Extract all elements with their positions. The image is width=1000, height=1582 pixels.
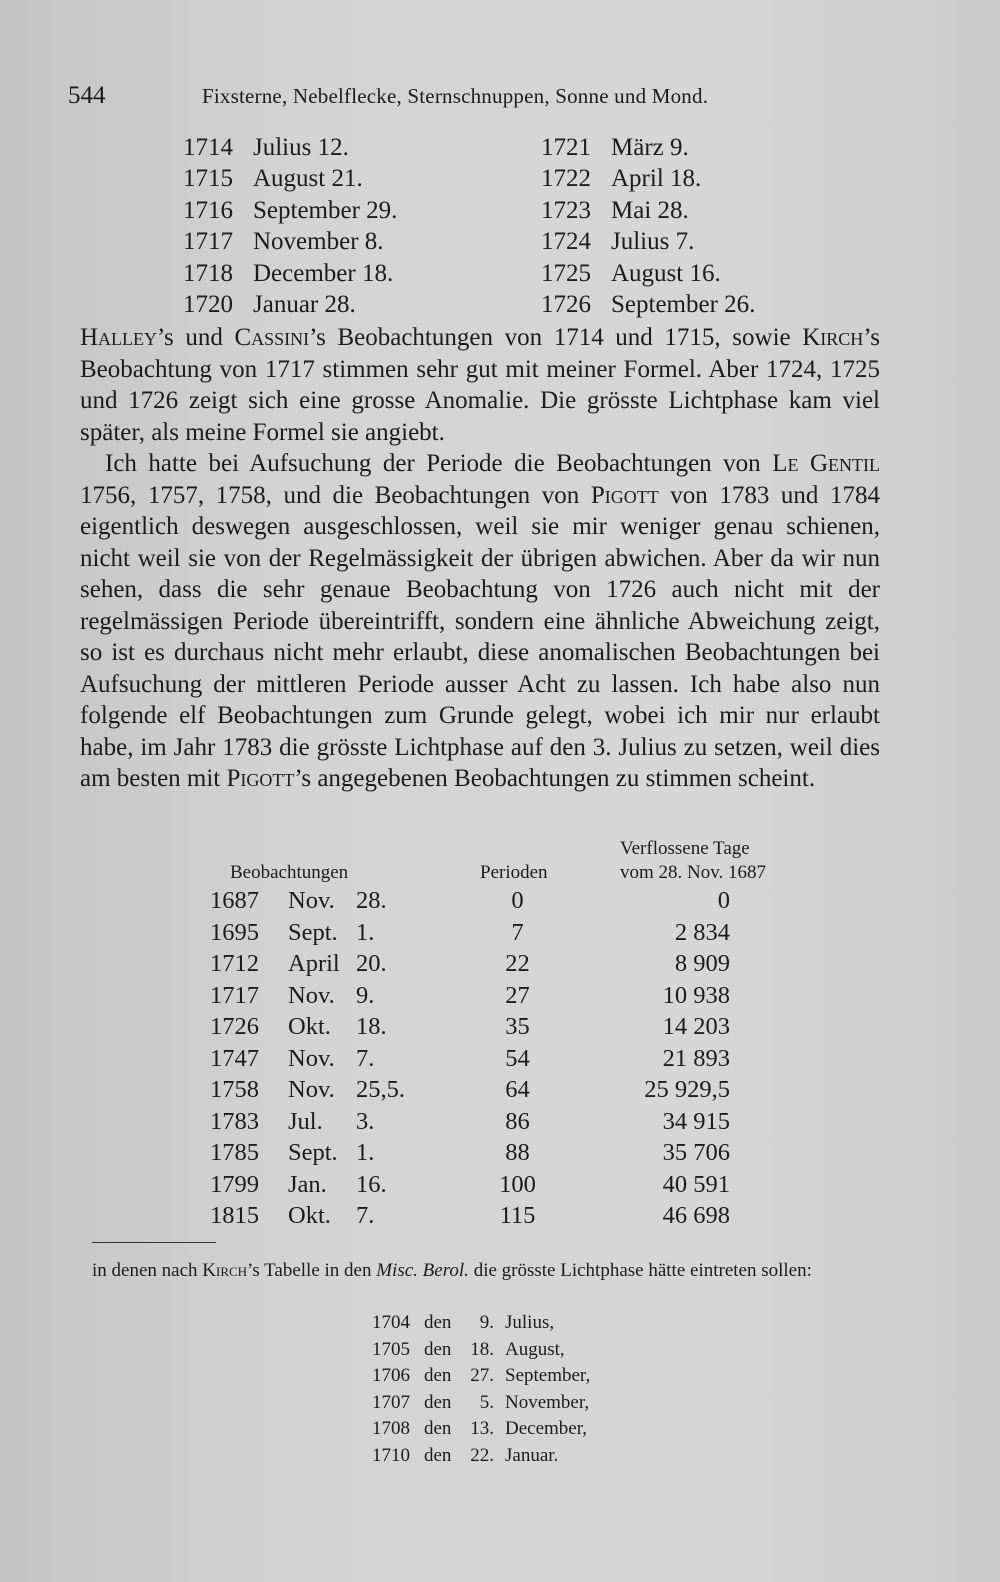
column-header-verflossene: Verflossene Tage <box>620 838 750 859</box>
cell-days: 35 706 <box>662 1139 730 1166</box>
cell-periods: 7 <box>511 918 524 946</box>
item-word: den <box>424 1444 452 1466</box>
cell-day: 18. <box>356 1013 387 1040</box>
table-row <box>210 1013 810 1045</box>
item-month: August, <box>505 1338 565 1360</box>
date-year: 1720 <box>183 290 233 318</box>
date-value: December 18. <box>253 259 394 287</box>
paragraph-period <box>80 448 880 795</box>
text-span: ’s Beobachtungen von 1714 und 1715, sowie <box>309 324 803 351</box>
date-list <box>183 134 823 322</box>
item-year: 1707 <box>372 1391 410 1413</box>
item-day: 5. <box>479 1391 494 1413</box>
date-list-row <box>183 134 823 165</box>
running-head: Fixsterne, Nebelflecke, Sternschnuppen, Sonne und Mond. <box>202 84 709 108</box>
text-span: die grösste Lichtphase hätte eintreten sollen: <box>468 1260 812 1281</box>
date-list-row <box>183 197 823 228</box>
list-item <box>372 1339 672 1366</box>
cell-year: 1815 <box>210 1202 259 1229</box>
date-value: November 8. <box>253 228 384 256</box>
cell-day: 9. <box>356 981 375 1009</box>
cell-days: 46 698 <box>662 1202 730 1229</box>
date-value: Julius 12. <box>253 134 349 161</box>
list-item <box>372 1365 672 1392</box>
table-row <box>210 950 810 982</box>
date-value: Mai 28. <box>611 196 689 224</box>
cell-year: 1695 <box>210 918 259 946</box>
text-span: ’s Beobachtung von 1717 stimmen sehr gut mit meiner Formel. Aber 1724, 1725 und 1726 zeigt sich eine grosse Anomalie. Die grösste Lichtphase kam viel später, als meine Formel sie angiebt. <box>80 324 880 446</box>
cell-year: 1726 <box>210 1013 259 1040</box>
table-row <box>210 1171 810 1203</box>
date-year: 1721 <box>541 134 591 161</box>
footnote-text <box>92 1258 892 1284</box>
cell-day: 1. <box>356 1139 375 1166</box>
date-value: April 18. <box>611 165 702 193</box>
cell-days: 14 203 <box>662 1013 730 1040</box>
cell-year: 1712 <box>210 950 259 977</box>
author-name: Pigott <box>226 765 295 792</box>
table-header <box>210 832 810 887</box>
cell-year: 1799 <box>210 1170 259 1198</box>
table-row <box>210 887 810 919</box>
cell-year: 1783 <box>210 1107 259 1135</box>
item-year: 1704 <box>372 1312 410 1333</box>
cell-month: Okt. <box>288 1013 331 1040</box>
item-word: den <box>424 1365 452 1386</box>
cell-days: 0 <box>717 887 730 914</box>
cell-month: Nov. <box>288 981 335 1009</box>
item-month: Januar. <box>505 1444 559 1466</box>
column-header-beobachtungen: Beobachtungen <box>230 862 349 883</box>
date-value: März 9. <box>611 134 689 161</box>
item-word: den <box>424 1338 452 1360</box>
author-name: Cassini <box>234 324 310 351</box>
cell-day: 7. <box>356 1202 375 1229</box>
cell-year: 1747 <box>210 1044 259 1072</box>
text-span: ’s und <box>157 324 235 351</box>
date-value: September 26. <box>611 290 756 318</box>
date-year: 1717 <box>183 228 233 256</box>
text-span: ’s Tabelle in den <box>247 1260 377 1281</box>
table-row <box>210 1076 810 1108</box>
cell-month: Nov. <box>288 1076 335 1103</box>
item-day: 13. <box>470 1418 494 1439</box>
table-row <box>210 982 810 1014</box>
table-row <box>210 919 810 951</box>
table-row <box>210 1045 810 1077</box>
author-name: Pigott <box>590 481 659 509</box>
list-item <box>372 1418 672 1445</box>
cell-periods: 88 <box>505 1139 530 1166</box>
item-year: 1705 <box>372 1338 410 1360</box>
cell-day: 1. <box>356 918 375 946</box>
date-year: 1725 <box>541 259 591 287</box>
cell-year: 1785 <box>210 1139 259 1166</box>
date-year: 1726 <box>541 290 591 318</box>
cell-periods: 64 <box>505 1076 530 1103</box>
cell-days: 10 938 <box>662 981 730 1009</box>
table-row <box>210 1139 810 1171</box>
date-year: 1722 <box>541 165 591 193</box>
text-span: Ich hatte bei Aufsuchung der Periode die Beobachtungen von <box>105 450 773 477</box>
cell-month: Nov. <box>288 887 335 914</box>
cell-periods: 100 <box>499 1170 536 1198</box>
date-value: August 16. <box>611 259 721 287</box>
cell-month: Nov. <box>288 1044 335 1072</box>
cell-month: April <box>288 950 340 977</box>
cell-month: Okt. <box>288 1202 331 1229</box>
date-list-row <box>183 260 823 291</box>
cell-periods: 35 <box>505 1013 530 1040</box>
column-header-perioden: Perioden <box>480 862 548 883</box>
cell-days: 8 909 <box>674 950 730 977</box>
cell-month: Jan. <box>288 1170 327 1198</box>
list-item <box>372 1392 672 1419</box>
date-value: Julius 7. <box>611 228 695 256</box>
column-header-verflossene-sub: vom 28. Nov. 1687 <box>620 862 767 883</box>
date-value: August 21. <box>253 165 363 193</box>
date-year: 1715 <box>183 165 233 193</box>
cell-days: 21 893 <box>662 1044 730 1072</box>
footnote-divider <box>92 1242 216 1243</box>
date-list-row <box>183 228 823 259</box>
date-list-row <box>183 291 823 322</box>
list-item <box>372 1445 672 1472</box>
paragraph-anomaly <box>80 322 880 448</box>
publication-title: Misc. Berol. <box>376 1260 469 1281</box>
cell-periods: 22 <box>505 950 530 977</box>
item-day: 27. <box>470 1365 494 1386</box>
cell-periods: 27 <box>505 981 530 1009</box>
cell-days: 40 591 <box>662 1170 730 1198</box>
item-year: 1710 <box>372 1444 410 1466</box>
author-name: Le Gentil <box>772 450 880 477</box>
cell-year: 1687 <box>210 887 259 914</box>
item-month: November, <box>505 1391 590 1413</box>
date-value: Januar 28. <box>253 290 356 318</box>
cell-day: 25,5. <box>356 1076 405 1103</box>
cell-day: 28. <box>356 887 387 914</box>
cell-day: 3. <box>356 1107 375 1135</box>
cell-days: 34 915 <box>662 1107 730 1135</box>
observations-table <box>210 832 810 1234</box>
date-year: 1718 <box>183 259 233 287</box>
page-number: 544 <box>68 82 106 109</box>
item-day: 9. <box>479 1312 494 1333</box>
list-item <box>372 1312 672 1339</box>
cell-periods: 54 <box>505 1044 530 1072</box>
cell-periods: 0 <box>511 887 524 914</box>
author-name: Kirch <box>802 324 864 351</box>
cell-days: 2 834 <box>674 918 730 946</box>
cell-month: Jul. <box>288 1107 323 1135</box>
item-month: December, <box>505 1418 588 1439</box>
text-span: ’s angegebenen Beobachtungen zu stimmen scheint. <box>294 765 816 792</box>
cell-year: 1758 <box>210 1076 259 1103</box>
footnote-date-list <box>372 1312 672 1471</box>
cell-year: 1717 <box>210 981 259 1009</box>
date-year: 1716 <box>183 196 233 224</box>
cell-days: 25 929,5 <box>644 1076 730 1103</box>
item-word: den <box>424 1418 452 1439</box>
cell-periods: 86 <box>505 1107 530 1135</box>
date-list-row <box>183 165 823 196</box>
author-name: Halley <box>80 324 158 351</box>
date-year: 1723 <box>541 196 591 224</box>
item-month: Julius, <box>505 1312 555 1333</box>
table-row <box>210 1202 810 1234</box>
date-value: September 29. <box>253 196 398 224</box>
item-year: 1706 <box>372 1365 410 1386</box>
item-year: 1708 <box>372 1418 410 1439</box>
item-day: 22. <box>470 1444 494 1466</box>
table-row <box>210 1108 810 1140</box>
cell-month: Sept. <box>288 1139 338 1166</box>
author-name: Kirch <box>202 1260 248 1281</box>
text-span: von 1783 und 1784 eigentlich deswegen ausgeschlossen, weil sie mir weniger genau schienen, nicht weil sie von der Regelmässigkeit der übrigen abwichen. Aber da wir nun sehen, dass die sehr genaue Beobachtung von 1726 auch nicht mit der regelmässigen Periode übereintrifft, sondern eine ähnliche Abweichung zeigt, so ist es durchaus nicht mehr erlaubt, diese anomalischen Beobachtungen bei Aufsuchung der mittleren Periode ausser Acht zu lassen. Ich habe also nun folgende elf Beobachtungen zum Grunde gelegt, wobei ich mir nur erlaubt habe, im Jahr 1783 die grösste Lichtphase auf den 3. Julius zu setzen, weil dies am besten mit <box>80 481 880 792</box>
date-year: 1724 <box>541 228 591 256</box>
text-span: in denen nach <box>92 1260 203 1281</box>
cell-day: 7. <box>356 1044 375 1072</box>
page-header <box>68 76 768 116</box>
text-span: 1756, 1757, 1758, und die Beobachtungen von <box>80 481 591 509</box>
item-day: 18. <box>470 1338 494 1360</box>
cell-day: 16. <box>356 1170 387 1198</box>
item-month: September, <box>505 1365 591 1386</box>
item-word: den <box>424 1312 452 1333</box>
cell-day: 20. <box>356 950 387 977</box>
item-word: den <box>424 1391 452 1413</box>
cell-periods: 115 <box>499 1202 536 1229</box>
date-year: 1714 <box>183 134 233 161</box>
cell-month: Sept. <box>288 918 338 946</box>
